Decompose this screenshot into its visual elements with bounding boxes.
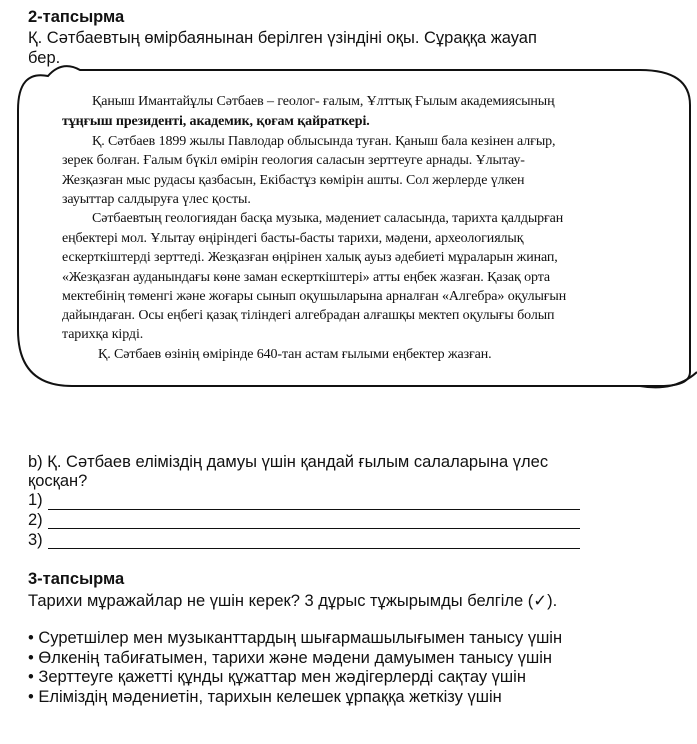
passage-line: мектебінің төменгі және жоғары сынып оқушыларына арналған «Алгебра» оқулығын xyxy=(62,289,567,304)
answer-label-3: 3) xyxy=(28,531,43,549)
passage-line: ескерткіштерді зерттеді. Жезқазған өңірінен халық ауыз әдебиеті мұраларын жинап, xyxy=(62,250,558,265)
passage-line: Қаныш Имантайұлы Сәтбаев – геолог- ғалым, Ұлттық Ғылым академиясының xyxy=(92,94,555,109)
option-item[interactable]: • Суретшілер мен музыканттардың шығармашылығымен танысу үшін xyxy=(28,629,563,647)
task2-instruction-line2: бер. xyxy=(28,49,61,67)
question-b-line1: b) Қ. Сәтбаев еліміздің дамуы үшін қандай ғылым салаларына үлес xyxy=(28,453,549,471)
answer-label-1: 1) xyxy=(28,491,43,509)
option-item[interactable]: • Зерттеуге қажетті құнды құжаттар мен жәдігерлерді сақтау үшін xyxy=(28,668,526,686)
task2-title: 2-тапсырма xyxy=(28,8,125,26)
question-b-line2: қосқан? xyxy=(28,472,88,490)
task2-instruction-line1: Қ. Сәтбаевтың өмірбаянынан берілген үзіндіні оқы. Сұраққа жауап xyxy=(28,29,537,47)
answer-label-2: 2) xyxy=(28,511,43,529)
task3-instruction: Тарихи мұражайлар не үшін керек? 3 дұрыс тұжырымды белгіле (✓). xyxy=(28,592,558,610)
option-item[interactable]: • Өлкенің табиғатымен, тарихи және мәдени дамуымен танысу үшін xyxy=(28,649,552,667)
task3-title: 3-тапсырма xyxy=(28,570,125,588)
passage-line: еңбектері мол. Ұлытау өңіріндегі басты-басты тарихи, мәдени, археологиялық xyxy=(62,231,524,246)
passage-line: Қ. Сәтбаев 1899 жылы Павлодар облысында туған. Қаныш бала кезінен алғыр, xyxy=(92,134,556,149)
passage-line: тарихқа кірді. xyxy=(62,327,144,342)
answer-line-1[interactable] xyxy=(48,509,580,510)
passage-line: зерек болған. Ғалым бүкіл өмірін геология саласын зерттеуге арнады. Ұлытау- xyxy=(62,153,525,168)
passage-line: дайындаған. Осы еңбегі қазақ тіліндегі алгебрадан алғашқы мектеп оқулығы болып xyxy=(62,308,555,323)
passage-line: зауыттар салдыруға үлес қосты. xyxy=(62,192,251,207)
answer-line-2[interactable] xyxy=(48,528,580,529)
passage-line: Сәтбаевтың геологиядан басқа музыка, мәдениет саласында, тарихта қалдырған xyxy=(92,211,564,226)
passage-line: Қ. Сәтбаев өзінің өмірінде 640-тан астам ғылыми еңбектер жазған. xyxy=(98,347,492,362)
passage-line: тұңғыш президенті, академик, қоғам қайраткері. xyxy=(62,114,370,129)
answer-line-3[interactable] xyxy=(48,548,580,549)
passage-line: Жезқазған мыс рудасы қазбасын, Екібастұз көмірін ашты. Сол жерлерде үлкен xyxy=(62,173,525,188)
option-item[interactable]: • Еліміздің мәдениетін, тарихын келешек ұрпаққа жеткізу үшін xyxy=(28,688,502,706)
passage-line: «Жезқазған ауданындағы көне заман ескерткіштері» атты еңбек жазған. Қазақ орта xyxy=(62,270,551,285)
